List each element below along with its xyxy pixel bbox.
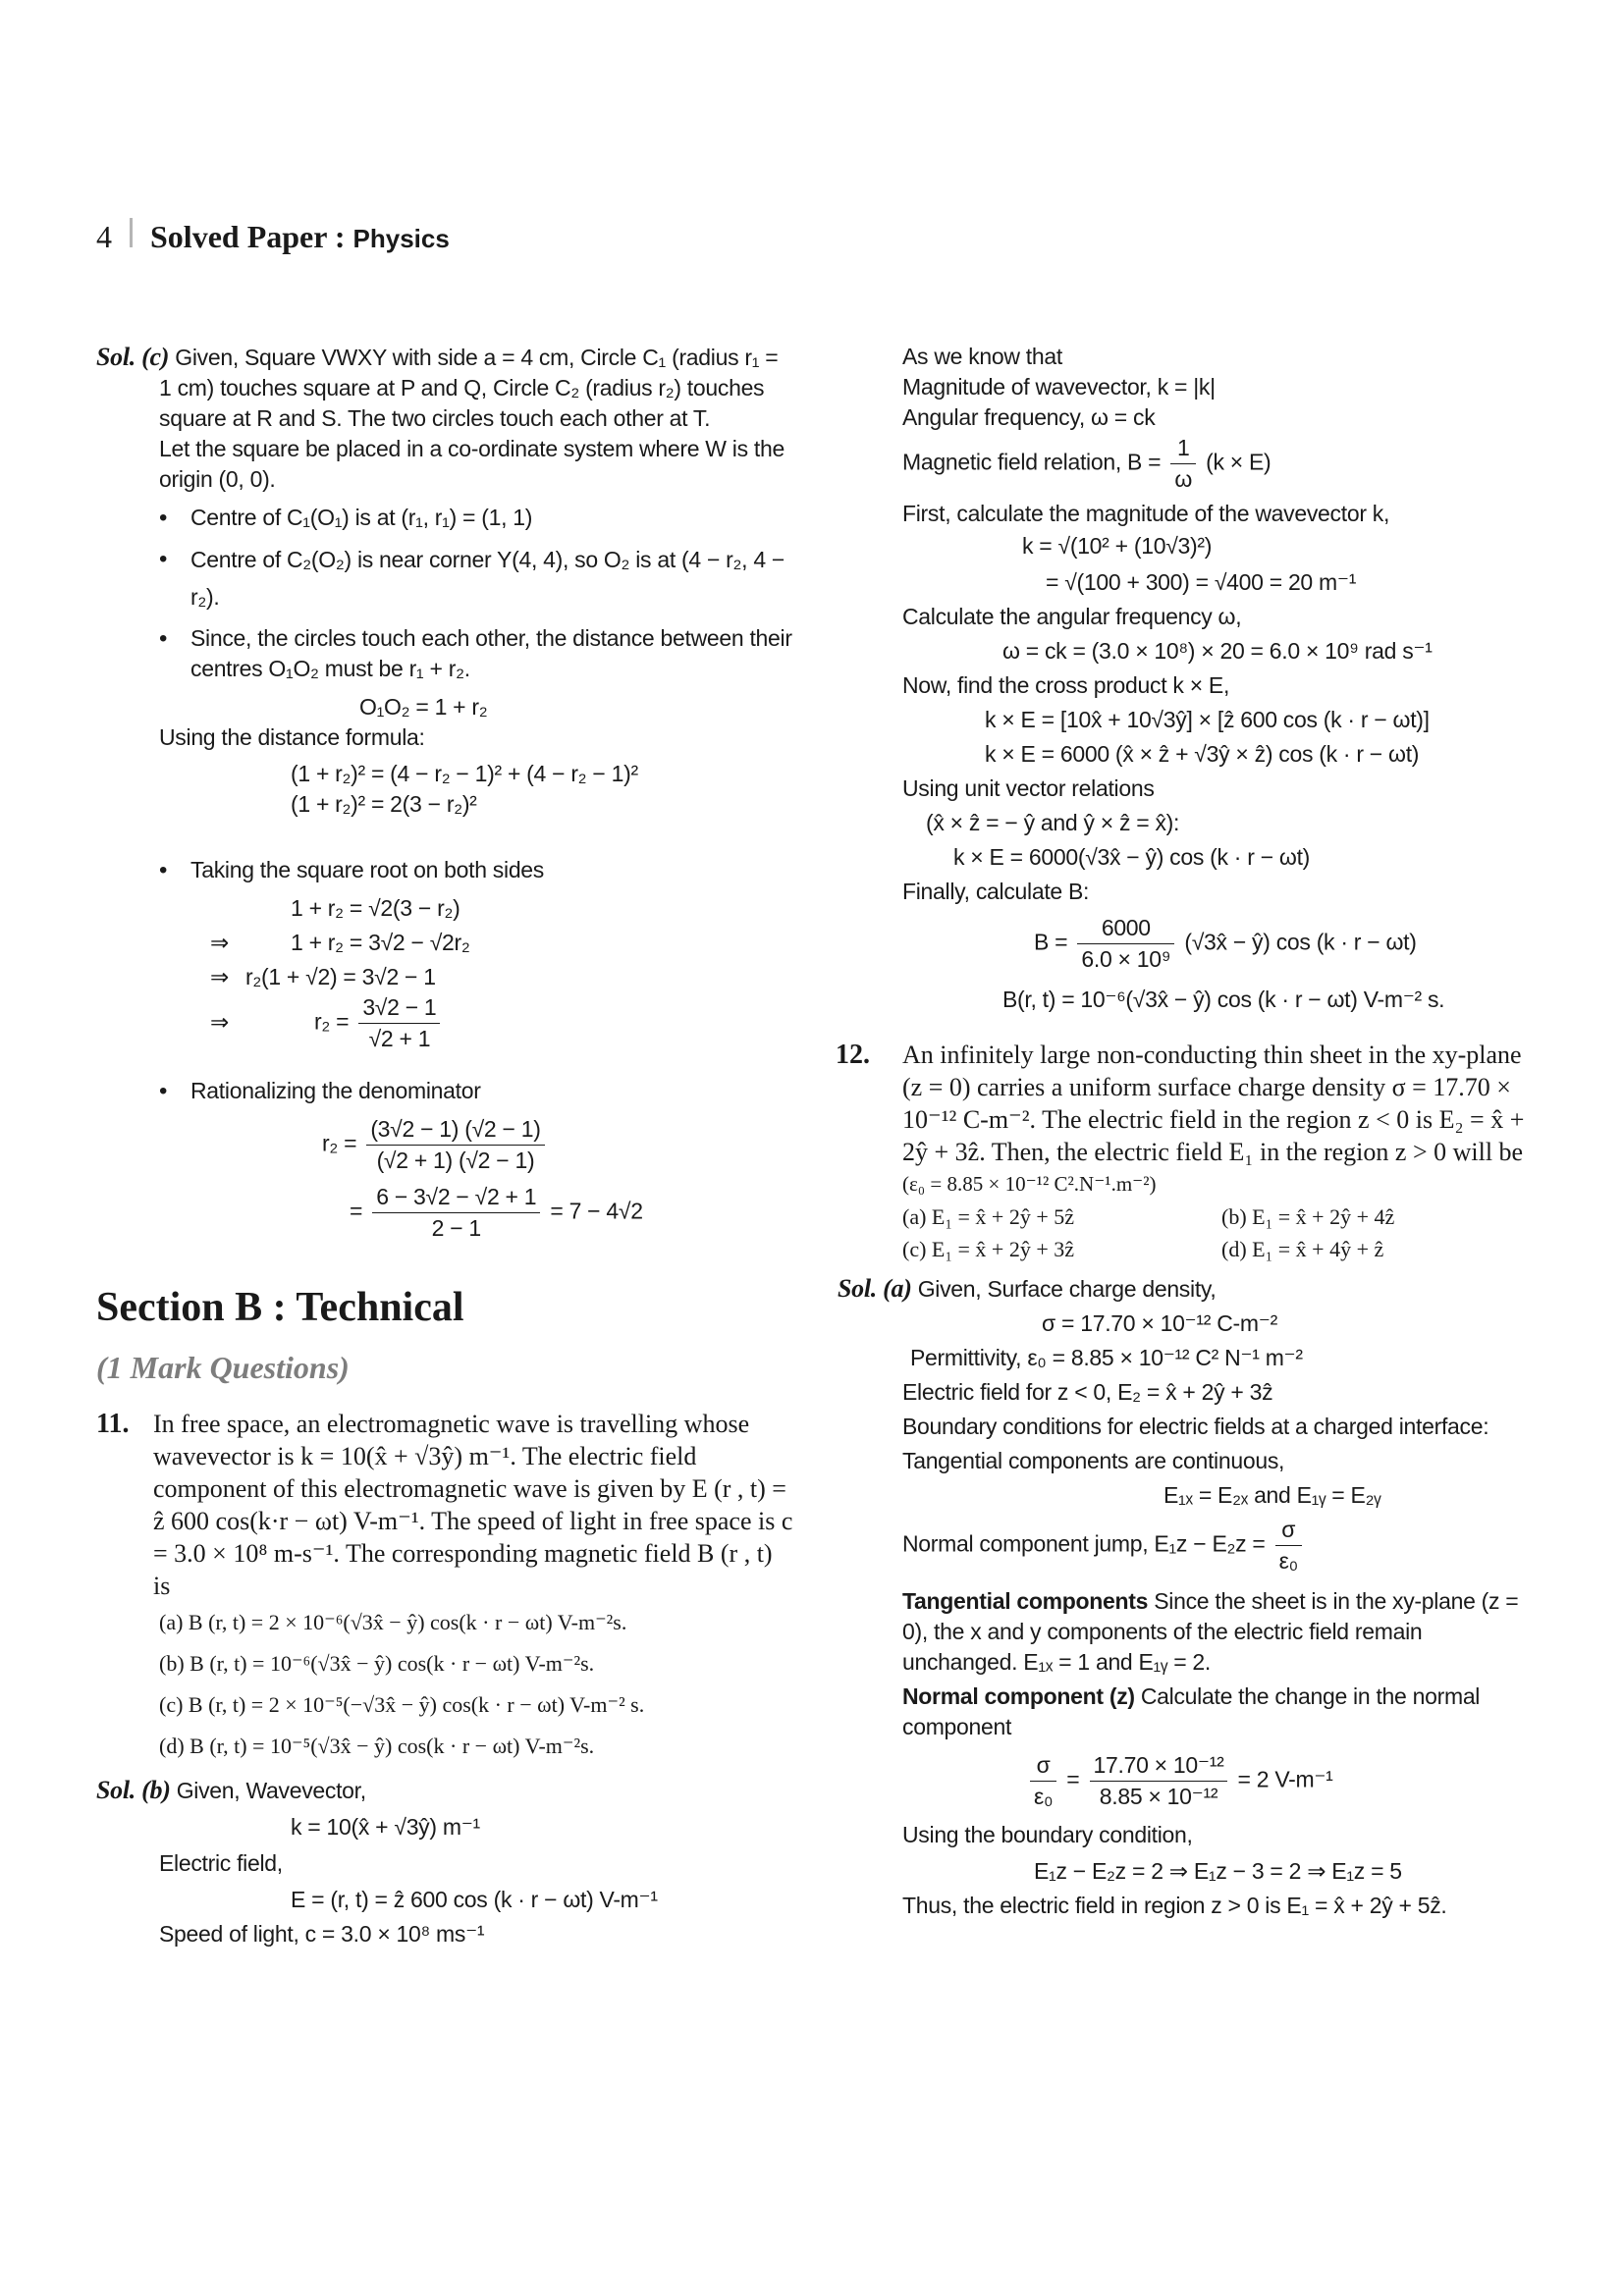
equation-sqrt-4 — [96, 992, 795, 1054]
sol-12-label: Sol. (a) — [838, 1274, 912, 1303]
equation-k-2: = √(100 + 300) = √400 = 20 m⁻¹ — [1046, 569, 1357, 595]
fraction — [372, 1182, 540, 1244]
fraction-numerator: σ — [1275, 1515, 1302, 1546]
text-line: Finally, calculate B: — [902, 879, 1090, 904]
text-line: Now, find the cross product k × E, — [902, 672, 1230, 698]
fraction-denominator: (√2 + 1) (√2 − 1) — [376, 1148, 535, 1173]
equation-distance-2: (1 + r₂)² = 2(3 − r₂)² — [291, 791, 477, 817]
bullet-item: • Centre of C₂(O₂) is near corner Y(4, 4), so O₂ is at (4 − r₂, 4 − r₂). — [96, 541, 795, 615]
question-text: An infinitely large non-conducting thin sheet in the xy-plane (z = 0) carries a uniform surface charge density σ = 17.70 × 10⁻¹² C-m⁻². The electric field in the region z < 0 is E₂ = x̂ + 2ŷ + 3ẑ. Then, the electric field E₁ in the region z > 0 will be — [902, 1041, 1525, 1166]
bullet-item: • Since, the circles touch each other, the distance between their centres O₁O₂ must be r₁ + r₂. — [96, 623, 795, 684]
sol-11-intro — [96, 1775, 795, 1806]
section-title: Section B : Technical — [96, 1285, 464, 1330]
equation-o1o2: O₁O₂ = 1 + r₂ — [359, 694, 488, 720]
fraction-numerator: 6000 — [1077, 913, 1174, 944]
fraction-denominator: ω — [1174, 466, 1193, 492]
page-header — [96, 218, 450, 255]
sol-12-given: Given, Surface charge density, — [917, 1276, 1217, 1302]
option-c: (c) B (r, t) = 2 × 10⁻⁵(−√3x̂ − ŷ) cos(k · r − ωt) V-m⁻² s. — [159, 1692, 645, 1717]
sol-11-k: k = 10(x̂ + √3ŷ) m⁻¹ — [291, 1814, 480, 1840]
fraction-denominator: ε₀ — [1278, 1548, 1298, 1574]
text-line: First, calculate the magnitude of the wavevector k, — [902, 501, 1390, 526]
option-a: (a) E₁ = x̂ + 2ŷ + 5ẑ — [902, 1204, 1075, 1229]
right-column — [836, 342, 1532, 1921]
implies-symbol: ⇒ — [210, 964, 229, 989]
sol-11-c: Speed of light, c = 3.0 × 10⁸ ms⁻¹ — [159, 1921, 485, 1947]
header-separator — [130, 218, 133, 247]
equation-sqrt-3 — [96, 962, 795, 992]
equation-cross-3: k × E = 6000(√3x̂ − ŷ) cos (k · r − ωt) — [953, 844, 1311, 870]
sol-prev-intro-text: Given, Square VWXY with side a = 4 cm, Circle C₁ (radius r₁ = 1 cm) touches square at P and Q, Circle C₂ (radius r₂) touches square at R and S. The two circles touch each other at T. — [159, 345, 779, 431]
equation-distance-1: (1 + r₂)² = (4 − r₂ − 1)² + (4 − r₂ − 1)² — [291, 761, 638, 786]
page-number: 4 — [96, 219, 112, 254]
fraction — [1030, 1750, 1056, 1812]
bullet-item: • Centre of C₁(O₁) is at (r₁, r₁) = (1, 1) — [96, 503, 795, 533]
tangential-heading: Tangential components — [902, 1588, 1149, 1614]
question-number: 11. — [96, 1409, 130, 1439]
fraction-numerator: 6 − 3√2 − √2 + 1 — [372, 1182, 540, 1213]
fraction — [366, 1114, 544, 1176]
equation-omega: ω = ck = (3.0 × 10⁸) × 20 = 6.0 × 10⁹ rad s⁻¹ — [1002, 638, 1433, 664]
option-d: (d) E₁ = x̂ + 4ŷ + ẑ — [1221, 1237, 1384, 1261]
sol-prev-intro — [96, 342, 795, 434]
fraction — [1077, 913, 1174, 975]
equation-text: r₂(1 + √2) = 3√2 − 1 — [245, 964, 436, 989]
fraction-denominator: √2 + 1 — [368, 1026, 431, 1051]
question-text: In free space, an electromagnetic wave is travelling whose wavevector is k = 10(x̂ + √3ŷ) m⁻¹. The electric field component of this electromagnetic wave is given by E (r , t) = ẑ 600 cos(k·r − ωt) V-m⁻¹. The speed of light in free space is c = 3.0 × 10⁸ m-s⁻¹. The corresponding magnetic field B (r , t) is — [153, 1410, 793, 1600]
sol-prev-setup: Let the square be placed in a co-ordinate system where W is the origin (0, 0). — [159, 436, 784, 492]
fraction-denominator: 8.85 × 10⁻¹² — [1099, 1784, 1218, 1809]
magnetic-relation — [839, 433, 1532, 495]
header-subject: Physics — [352, 224, 450, 253]
equation-rationalize-2 — [96, 1182, 795, 1244]
fraction-denominator: ε₀ — [1034, 1784, 1054, 1809]
sol-12-normal-paragraph — [839, 1682, 1532, 1742]
sol-12-bc: E₁z − E₂z = 2 ⇒ E₁z − 3 = 2 ⇒ E₁z = 5 — [1034, 1858, 1402, 1884]
fraction-numerator: σ — [1030, 1750, 1056, 1782]
sol-12-efield: Electric field for z < 0, E₂ = x̂ + 2ŷ + 3ẑ — [902, 1379, 1273, 1405]
fraction-numerator: 3√2 − 1 — [358, 992, 440, 1024]
sol-11-label: Sol. (b) — [96, 1776, 171, 1804]
text-line: Magnitude of wavevector, k = |k| — [902, 374, 1216, 400]
text-line: As we know that — [902, 344, 1062, 369]
equation-lhs: Magnetic field relation, B = — [902, 449, 1162, 475]
normal-body: Calculate the change in the normal component — [902, 1683, 1481, 1739]
text-line: Calculate the angular frequency ω, — [902, 604, 1242, 629]
sol-12-final: Thus, the electric field in region z > 0 is E₁ = x̂ + 2ŷ + 5ẑ. — [902, 1893, 1447, 1918]
sol-12-tangential-paragraph — [839, 1586, 1532, 1678]
equals-sign: = — [350, 1198, 363, 1224]
sol-12-sigma: σ = 17.70 × 10⁻¹² C-m⁻² — [1042, 1310, 1277, 1336]
equation-b-final: B(r, t) = 10⁻⁶(√3x̂ − ŷ) cos (k · r − ωt) V-m⁻² s. — [1002, 987, 1445, 1012]
fraction-numerator: (3√2 − 1) (√2 − 1) — [366, 1114, 544, 1146]
sol-12-ratio — [839, 1750, 1532, 1812]
header-title: Solved Paper : — [150, 219, 346, 254]
sol-11-given: Given, Wavevector, — [176, 1778, 366, 1803]
sol-11-efield-label: Electric field, — [159, 1850, 283, 1876]
option-a: (a) B (r, t) = 2 × 10⁻⁶(√3x̂ − ŷ) cos(k · r − ωt) V-m⁻²s. — [159, 1610, 627, 1634]
equation-result: = 2 V-m⁻¹ — [1237, 1766, 1333, 1792]
equation-rationalize-1 — [96, 1114, 795, 1176]
fraction-numerator: 17.70 × 10⁻¹² — [1090, 1750, 1228, 1782]
text-line: Angular frequency, ω = ck — [902, 404, 1156, 430]
fraction-denominator: 2 − 1 — [431, 1215, 481, 1241]
option-d: (d) B (r, t) = 10⁻⁵(√3x̂ − ŷ) cos(k · r − ωt) V-m⁻²s. — [159, 1734, 595, 1758]
equation-rhs: (k × E) — [1206, 449, 1271, 475]
fraction-numerator: 1 — [1170, 433, 1196, 464]
text-line: Using unit vector relations — [902, 775, 1155, 801]
sol-12-tangential-eq: E₁ₓ = E₂ₓ and E₁ᵧ = E₂ᵧ — [1163, 1482, 1381, 1508]
equals-sign: = — [1066, 1766, 1080, 1792]
question-12 — [836, 1039, 1532, 1168]
equation-text: 1 + r₂ = 3√2 − √2r₂ — [291, 930, 470, 955]
sol-prev-label: Sol. (c) — [96, 343, 170, 371]
equation-lhs: r₂ = — [322, 1130, 357, 1156]
equation-lhs: Normal component jump, E₁z − E₂z = — [902, 1530, 1266, 1557]
bullet-item: • Rationalizing the denominator — [96, 1076, 795, 1106]
mark-heading: (1 Mark Questions) — [96, 1350, 350, 1385]
sol-12-intro — [838, 1273, 1532, 1305]
question-number: 12. — [836, 1040, 870, 1070]
fraction — [1275, 1515, 1302, 1576]
implies-symbol: ⇒ — [210, 1008, 229, 1035]
option-c: (c) E₁ = x̂ + 2ŷ + 3ẑ — [902, 1237, 1075, 1261]
equation-result: = 7 − 4√2 — [550, 1198, 643, 1224]
fraction-denominator: 6.0 × 10⁹ — [1081, 946, 1171, 972]
equation-k-1: k = √(10² + (10√3)²) — [1022, 533, 1213, 559]
distance-formula-label: Using the distance formula: — [159, 724, 425, 750]
question-12-options — [839, 1201, 1532, 1265]
left-column — [96, 342, 795, 1949]
sol-12-boundary: Boundary conditions for electric fields at a charged interface: — [902, 1414, 1489, 1439]
bullet-item: • Taking the square root on both sides — [96, 855, 795, 885]
fraction — [1090, 1750, 1228, 1812]
question-11-options — [96, 1602, 795, 1767]
sol-11-e: E = (r, t) = ẑ 600 cos (k · r − ωt) V-m⁻¹ — [291, 1887, 658, 1912]
normal-heading: Normal component (z) — [902, 1683, 1135, 1709]
equation-cross-1: k × E = [10x̂ + 10√3ŷ] × [ẑ 600 cos (k · r − ωt)] — [985, 707, 1430, 732]
equation-sqrt-1: 1 + r₂ = √2(3 − r₂) — [291, 895, 460, 921]
equation-lhs: r₂ = — [314, 1008, 350, 1035]
equation-b — [839, 913, 1532, 975]
tangential-body: Since the sheet is in the xy-plane (z = 0), the x and y components of the electric field remain unchanged. E₁ₓ = 1 and E₁ᵧ = 2. — [902, 1588, 1519, 1675]
sol-12-tangential: Tangential components are continuous, — [902, 1448, 1285, 1473]
fraction — [1170, 433, 1196, 495]
equation-sqrt-2 — [96, 928, 795, 958]
sol-12-using: Using the boundary condition, — [902, 1822, 1193, 1847]
q12-epsilon: (ε₀ = 8.85 × 10⁻¹² C².N⁻¹.m⁻²) — [902, 1172, 1157, 1196]
equation-cross-2: k × E = 6000 (x̂ × ẑ + √3ŷ × ẑ) cos (k · r − ωt) — [985, 741, 1420, 767]
option-b: (b) E₁ = x̂ + 2ŷ + 4ẑ — [1221, 1204, 1395, 1229]
fraction — [358, 992, 440, 1054]
option-b: (b) B (r, t) = 10⁻⁶(√3x̂ − ŷ) cos(k · r − ωt) V-m⁻²s. — [159, 1651, 595, 1676]
question-11 — [96, 1408, 795, 1602]
equation-lhs: B = — [1034, 929, 1068, 955]
text-line: (x̂ × ẑ = − ŷ and ŷ × ẑ = x̂): — [926, 810, 1180, 835]
sol-12-perm: Permittivity, ε₀ = 8.85 × 10⁻¹² C² N⁻¹ m⁻² — [910, 1345, 1303, 1370]
sol-12-normal-jump — [839, 1515, 1532, 1576]
equation-rhs: (√3x̂ − ŷ) cos (k · r − ωt) — [1184, 929, 1417, 955]
implies-symbol: ⇒ — [210, 930, 229, 955]
